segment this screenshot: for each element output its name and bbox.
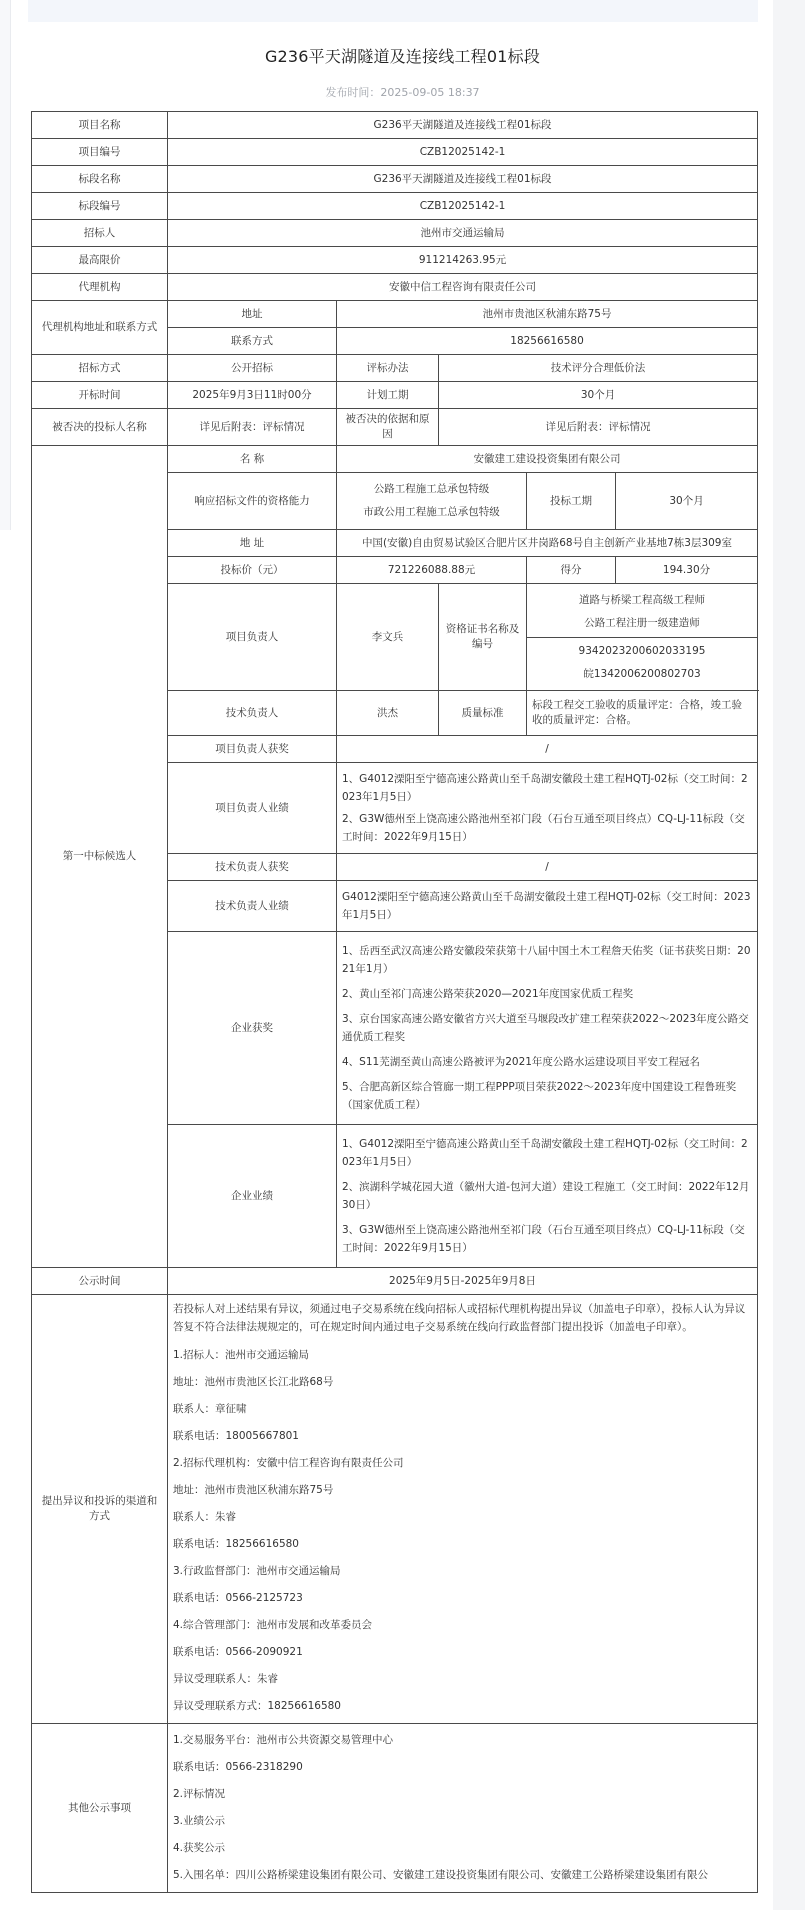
complaint-line: 联系人：朱睿 — [173, 1511, 236, 1523]
row-tenderer — [32, 220, 758, 247]
value-ent-perf — [337, 1125, 758, 1268]
ent-award-5: 5、合肥高新区综合管廊一期工程PPP项目荣获2022～2023年度中国建设工程鲁班奖（国家优质工程） — [342, 1081, 737, 1111]
value-pm-perf — [337, 763, 758, 854]
label-candidate-name: 名 称 — [168, 446, 337, 473]
row-rejected — [32, 409, 758, 446]
complaint-line: 联系电话：0566-2125723 — [173, 1592, 303, 1604]
publish-time: 发布时间：2025-09-05 18:37 — [325, 86, 480, 99]
value-complaint — [168, 1295, 758, 1724]
cert-line-1: 道路与桥梁工程高级工程师 — [579, 593, 706, 606]
value-period: 30个月 — [669, 494, 704, 507]
label-address: 地址 — [168, 301, 337, 328]
cert-line-2: 公路工程注册一级建造师 — [584, 616, 700, 629]
value-address: 池州市贵池区秋浦东路75号 — [337, 301, 758, 328]
row-project-name — [32, 112, 758, 139]
value-score: 194.30分 — [662, 563, 711, 576]
complaint-line: 联系电话：0566-2090921 — [173, 1646, 303, 1658]
score-cell — [527, 557, 758, 584]
value-plan-period: 30个月 — [439, 382, 758, 409]
label-rejected: 被否决的投标人名称 — [32, 409, 168, 446]
label-tenderer: 招标人 — [32, 220, 168, 247]
value-tech-award: / — [337, 854, 758, 881]
qual-line-2: 市政公用工程施工总承包特级 — [363, 506, 500, 518]
ent-award-4: 4、S11芜湖至黄山高速公路被评为2021年度公路水运建设项目平安工程冠名 — [342, 1056, 700, 1068]
label-bid-method: 招标方式 — [32, 355, 168, 382]
label-contact: 联系方式 — [168, 328, 337, 355]
value-contact: 18256616580 — [337, 328, 758, 355]
row-agency-address — [32, 301, 758, 328]
label-max-price: 最高限价 — [32, 247, 168, 274]
ent-award-1: 1、岳西至武汉高速公路安徽段荣获第十八届中国土木工程詹天佑奖（证书获奖日期：2021年1月） — [342, 945, 751, 975]
label-agency-contact: 代理机构地址和联系方式 — [32, 301, 168, 355]
ent-perf-2: 2、滨湖科学城花园大道（徽州大道-包河大道）建设工程施工（交工时间：2022年12月30日） — [342, 1181, 750, 1211]
label-section-name: 标段名称 — [32, 166, 168, 193]
complaint-line: 联系电话：18256616580 — [173, 1538, 299, 1550]
value-pm-award: / — [337, 736, 758, 763]
value-bid-method: 公开招标 — [168, 355, 337, 382]
label-eval-method: 评标办法 — [337, 355, 439, 382]
row-complaint — [32, 1295, 758, 1724]
other-line: 3.业绩公示 — [173, 1815, 226, 1827]
label-tech-perf: 技术负责人业绩 — [168, 881, 337, 932]
left-page-strip — [0, 0, 11, 530]
row-other — [32, 1724, 758, 1893]
value-candidate-addr: 中国(安徽)自由贸易试验区合肥片区井岗路68号自主创新产业基地7栋3层309室 — [337, 530, 758, 557]
ent-award-2: 2、黄山至祁门高速公路荣获2020—2021年度国家优质工程奖 — [342, 988, 634, 1000]
value-tech: 洪杰 — [337, 691, 439, 736]
cert-no-1: 93420232006020331​95 — [578, 644, 706, 657]
row-project-no — [32, 139, 758, 166]
other-line: 联系电话：0566-2318290 — [173, 1761, 303, 1773]
label-price: 投标价（元） — [168, 557, 337, 584]
complaint-line: 4.综合管理部门：池州市发展和改革委员会 — [173, 1619, 373, 1631]
label-period: 投标工期 — [527, 473, 616, 529]
label-project-no: 项目编号 — [32, 139, 168, 166]
row-section-name — [32, 166, 758, 193]
complaint-line: 异议受理联系方式：18256616580 — [173, 1700, 341, 1712]
right-scroll-strip[interactable] — [773, 0, 805, 1910]
ent-award-3: 3、京台国家高速公路安徽省方兴大道至马堰段改扩建工程荣获2022～2023年度公路交通优质工程奖 — [342, 1013, 749, 1043]
qual-line-1: 公路工程施工总承包特级 — [373, 483, 490, 495]
label-complaint: 提出异议和投诉的渠道和方式 — [32, 1295, 168, 1724]
cert-no-2: 皖1342006200802703 — [583, 667, 701, 680]
result-table — [31, 111, 758, 1893]
pm-perf-1: 1、G4012溧阳至宁德高速公路黄山至千岛湖安徽段土建工程HQTJ-02标（交工时间：2023年1月5日） — [342, 773, 748, 803]
label-quality: 质量标准 — [439, 691, 527, 736]
row-bid-method — [32, 355, 758, 382]
value-max-price: 911214263.95元 — [168, 247, 758, 274]
label-qual: 响应招标文件的资格能力 — [168, 473, 337, 530]
value-ent-award — [337, 932, 758, 1125]
label-candidate-addr: 地 址 — [168, 530, 337, 557]
value-qual — [337, 473, 527, 530]
row-max-price — [32, 247, 758, 274]
row-publicity — [32, 1268, 758, 1295]
complaint-line: 2.招标代理机构：安徽中信工程咨询有限责任公司 — [173, 1457, 404, 1469]
label-section-no: 标段编号 — [32, 193, 168, 220]
other-line: 5.入围名单：四川公路桥梁建设集团有限公司、安徽建工建设投资集团有限公司、安徽建工公路桥梁建设集团有限公 — [173, 1869, 709, 1881]
pm-perf-2: 2、G3W德州至上饶高速公路池州至祁门段（石台互通至项目终点）CQ-LJ-11标段（交工时间：2022年9月15日） — [342, 813, 745, 843]
row-candidate-name — [32, 446, 758, 473]
label-ent-perf: 企业业绩 — [168, 1125, 337, 1268]
label-ent-award: 企业获奖 — [168, 932, 337, 1125]
value-open-time: 2025年9月3日11时00分 — [168, 382, 337, 409]
tech-perf-1: G4012溧阳至宁德高速公路黄山至千岛湖安徽段土建工程HQTJ-02标（交工时间：2023年1月5日） — [342, 891, 751, 921]
label-score: 得分 — [527, 557, 616, 583]
row-agency — [32, 274, 758, 301]
label-pm-award: 项目负责人获奖 — [168, 736, 337, 763]
complaint-intro: 若投标人对上述结果有异议，须通过电子交易系统在线向招标人或招标代理机构提出异议（加盖电子印章），投标人认为异议答复不符合法律法规规定的，可在规定时间内通过电子交易系统在线向行政监督部门提出投诉（加盖电子印章）。 — [173, 1303, 746, 1333]
label-publicity: 公示时间 — [32, 1268, 168, 1295]
label-pm-perf: 项目负责人业绩 — [168, 763, 337, 854]
value-section-name: G236平天湖隧道及连接线工程01标段 — [168, 166, 758, 193]
period-cell — [527, 473, 758, 530]
other-line: 2.评标情况 — [173, 1788, 226, 1800]
complaint-line: 3.行政监督部门：池州市交通运输局 — [173, 1565, 341, 1577]
ent-perf-1: 1、G4012溧阳至宁德高速公路黄山至千岛湖安徽段土建工程HQTJ-02标（交工时间：2023年1月5日） — [342, 1138, 748, 1168]
label-open-time: 开标时间 — [32, 382, 168, 409]
label-tech-award: 技术负责人获奖 — [168, 854, 337, 881]
complaint-line: 联系电话：18005667801 — [173, 1430, 299, 1442]
row-section-no — [32, 193, 758, 220]
label-cert: 资格证书名称及编号 — [439, 584, 527, 691]
complaint-line: 1.招标人：池州市交通运输局 — [173, 1349, 310, 1361]
value-pm: 李文兵 — [337, 584, 439, 691]
value-project-no: CZB12025142-1 — [168, 139, 758, 166]
top-bar — [28, 0, 758, 22]
value-project-name: G236平天湖隧道及连接线工程01标段 — [168, 112, 758, 139]
label-candidate-group: 第一中标候选人 — [32, 446, 168, 1268]
value-rejected: 详见后附表：评标情况 — [168, 409, 337, 446]
complaint-line: 联系人：章征啸 — [173, 1403, 247, 1415]
value-price: 721226088.88元 — [337, 557, 527, 584]
value-rejected-basis: 详见后附表：评标情况 — [439, 409, 758, 446]
value-candidate-name: 安徽建工建设投资集团有限公司 — [337, 446, 758, 473]
value-agency: 安徽中信工程咨询有限责任公司 — [168, 274, 758, 301]
complaint-line: 地址：池州市贵池区秋浦东路75号 — [173, 1484, 334, 1496]
value-cert — [527, 584, 758, 691]
value-tech-perf — [337, 881, 758, 932]
label-pm: 项目负责人 — [168, 584, 337, 691]
other-line: 1.交易服务平台：池州市公共资源交易管理中心 — [173, 1734, 394, 1746]
value-quality: 标段工程交工验收的质量评定：合格，竣工验收的质量评定：合格。 — [527, 691, 758, 736]
label-project-name: 项目名称 — [32, 112, 168, 139]
complaint-line: 异议受理联系人：朱睿 — [173, 1673, 278, 1685]
value-eval-method: 技术评分合理低价法 — [439, 355, 758, 382]
ent-perf-3: 3、G3W德州至上饶高速公路池州至祁门段（石台互通至项目终点）CQ-LJ-11标段（交工时间：2022年9月15日） — [342, 1224, 745, 1254]
value-section-no: CZB12025142-1 — [168, 193, 758, 220]
label-other: 其他公示事项 — [32, 1724, 168, 1893]
value-other — [168, 1724, 758, 1893]
label-agency: 代理机构 — [32, 274, 168, 301]
label-rejected-basis: 被否决的依据和原因 — [337, 409, 439, 446]
value-publicity: 2025年9月5日-2025年9月8日 — [168, 1268, 758, 1295]
value-tenderer: 池州市交通运输局 — [168, 220, 758, 247]
complaint-line: 地址：池州市贵池区长江北路68号 — [173, 1376, 334, 1388]
label-tech: 技术负责人 — [168, 691, 337, 736]
other-line: 4.获奖公示 — [173, 1842, 226, 1854]
row-open-time — [32, 382, 758, 409]
page-title: G236平天湖隧道及连接线工程01标段 — [264, 47, 541, 66]
label-plan-period: 计划工期 — [337, 382, 439, 409]
